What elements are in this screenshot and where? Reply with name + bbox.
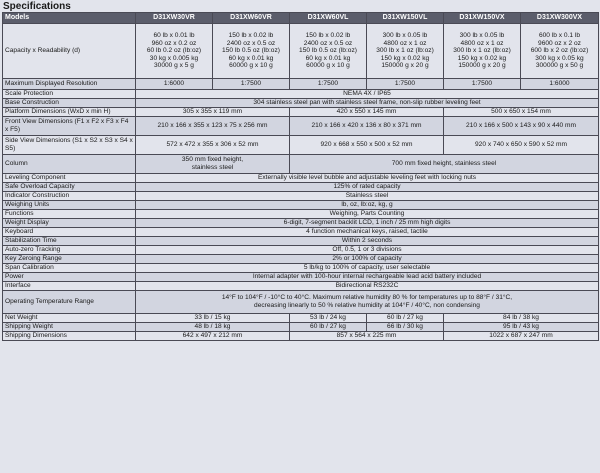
spec-value-line: Weighing, Parts Counting: [329, 209, 405, 217]
spec-value: [136, 90, 599, 99]
spec-value: [136, 281, 599, 290]
spec-value: [136, 263, 599, 272]
spec-label: Span Calibration: [3, 263, 136, 272]
spec-value: [444, 135, 599, 154]
spec-value: [290, 154, 599, 173]
model-header: D31XW150VL: [367, 13, 444, 24]
spec-value-line: 60 lb x 0.01 lb: [153, 32, 195, 40]
spec-value-line: 1:7500: [240, 80, 262, 88]
spec-value-line: 700 mm fixed height, stainless steel: [391, 159, 497, 167]
spec-value-line: 150 lb x 0.02 lb: [228, 32, 274, 40]
spec-value: [136, 227, 599, 236]
spec-label: Stabilization Time: [3, 236, 136, 245]
spec-value: [136, 272, 599, 281]
spec-row: [3, 116, 599, 135]
spec-row: [3, 135, 599, 154]
spec-value-line: 1:6000: [163, 80, 185, 88]
spec-value-line: Within 2 seconds: [341, 236, 393, 244]
spec-value: [136, 322, 290, 331]
specifications-table: [2, 12, 599, 341]
spec-value-line: 300 lb x 1 oz (lb:oz): [453, 47, 511, 55]
spec-label: Front View Dimensions (F1 x F2 x F3 x F4 x F5): [3, 116, 136, 135]
spec-value-line: 4800 oz x 1 oz: [383, 39, 427, 47]
spec-label: Operating Temperature Range: [3, 290, 136, 313]
spec-value-line: 300 lb x 0.05 lb: [459, 32, 505, 40]
spec-label: Maximum Displayed Resolution: [3, 79, 136, 90]
spec-value-line: Stainless steel: [345, 191, 389, 199]
spec-value-line: 60 kg x 0.01 kg: [305, 54, 351, 62]
spec-value-line: 1:7500: [317, 80, 339, 88]
spec-value-line: 150 lb 0.5 oz (lb:oz): [299, 47, 357, 55]
spec-label: Keyboard: [3, 227, 136, 236]
spec-value-line: 305 x 355 x 119 mm: [182, 107, 243, 115]
spec-value: [136, 98, 599, 107]
spec-row: [3, 227, 599, 236]
spec-value-line: 300 lb x 1 oz (lb:oz): [376, 47, 434, 55]
spec-value-line: 95 lb / 43 kg: [503, 322, 539, 330]
spec-value: [367, 24, 444, 79]
spec-label: Base Construction: [3, 98, 136, 107]
spec-value: [290, 107, 444, 116]
specifications-body: [3, 24, 599, 341]
spec-value-line: 125% of rated capacity: [333, 182, 401, 190]
spec-value-line: 4 function mechanical keys, raised, tactile: [306, 227, 428, 235]
model-header: D31XW150VX: [444, 13, 521, 24]
spec-value-line: 60000 g x 10 g: [229, 62, 273, 70]
spec-row: [3, 79, 599, 90]
spec-label: Functions: [3, 209, 136, 218]
spec-value-line: 300000 g x 50 g: [535, 62, 584, 70]
model-header: D31XW60VL: [290, 13, 367, 24]
spec-value-line: 5 lb/kg to 100% of capacity, user selectable: [303, 263, 431, 271]
spec-value: [136, 173, 599, 182]
spec-label: Auto-zero Tracking: [3, 245, 136, 254]
spec-value: [136, 191, 599, 200]
spec-value-line: 6-digit, 7-segment backlit LCD, 1 inch / 25 mm high digits: [283, 218, 451, 226]
spec-value: [367, 79, 444, 90]
spec-value-line: 600 lb x 2 oz (lb:oz): [530, 47, 589, 55]
spec-value-line: 150000 g x 20 g: [458, 62, 506, 70]
spec-row: [3, 263, 599, 272]
spec-value-line: 500 x 650 x 154 mm: [491, 107, 551, 115]
models-header: Models: [3, 13, 136, 24]
spec-row: [3, 154, 599, 173]
spec-value-line: 1:7500: [471, 80, 493, 88]
spec-label: Leveling Component: [3, 173, 136, 182]
spec-row: [3, 281, 599, 290]
spec-value-line: 48 lb / 18 kg: [194, 322, 231, 330]
spec-value: [136, 313, 290, 322]
spec-value-line: Internal adapter with 100-hour internal rechargeable lead acid battery included: [252, 272, 482, 280]
spec-value: [444, 24, 521, 79]
spec-value: [444, 322, 599, 331]
spec-value: [444, 313, 599, 322]
spec-value-line: 1:7500: [394, 80, 416, 88]
model-header: D31XW30VR: [136, 13, 213, 24]
spec-value: [136, 79, 213, 90]
spec-label: Net Weight: [3, 313, 136, 322]
spec-row: [3, 236, 599, 245]
spec-value-line: lb, oz, lb:oz, kg, g: [341, 200, 393, 208]
spec-label: Weighing Units: [3, 200, 136, 209]
spec-value: [444, 79, 521, 90]
spec-label: Power: [3, 272, 136, 281]
spec-value: [136, 107, 290, 116]
spec-value-line: 300 kg x 0.05 kg: [535, 54, 584, 62]
spec-value-line: 1:6000: [549, 80, 570, 88]
spec-value-line: Off, 0.5, 1 or 3 divisions: [332, 245, 402, 253]
page-title: Specifications: [3, 1, 71, 12]
spec-row: [3, 331, 599, 340]
spec-value-line: 642 x 497 x 212 mm: [182, 331, 243, 339]
model-header: D31XW60VR: [213, 13, 290, 24]
spec-value-line: 60 lb / 27 kg: [387, 313, 423, 321]
spec-value-line: 60000 g x 10 g: [306, 62, 350, 70]
spec-value: [136, 154, 290, 173]
spec-label: Side View Dimensions (S1 x S2 x S3 x S4 x S5): [3, 135, 136, 154]
spec-value-line: 60 lb / 27 kg: [310, 322, 346, 330]
spec-value-line: 350 mm fixed height,: [181, 156, 244, 163]
spec-value-line: 4800 oz x 1 oz: [460, 39, 504, 47]
spec-value-line: 600 lb x 0.1 lb: [538, 32, 581, 40]
spec-row: [3, 24, 599, 79]
spec-value-line: 920 x 668 x 550 x 500 x 52 mm: [320, 140, 413, 148]
spec-value-line: 304 stainless steel pan with stainless steel frame, non-slip rubber leveling feet: [253, 98, 481, 106]
spec-row: [3, 272, 599, 281]
spec-value-line: 9600 oz x 2 oz: [538, 39, 581, 47]
spec-row: [3, 98, 599, 107]
spec-value-line: 84 lb / 38 kg: [503, 313, 539, 321]
spec-row: [3, 191, 599, 200]
table-header-row: [3, 13, 599, 24]
spec-value: [136, 200, 599, 209]
spec-value: [136, 245, 599, 254]
spec-value: [367, 322, 444, 331]
spec-value-line: 420 x 550 x 145 mm: [336, 107, 397, 115]
spec-label: Indicator Construction: [3, 191, 136, 200]
spec-value: [444, 107, 599, 116]
spec-label: Safe Overload Capacity: [3, 182, 136, 191]
spec-label: Shipping Dimensions: [3, 331, 136, 340]
spec-value: [136, 236, 599, 245]
spec-value-line: 150 lb x 0.02 lb: [305, 32, 351, 40]
spec-value-line: 60 kg x 0.01 kg: [228, 54, 274, 62]
spec-value: [136, 331, 290, 340]
spec-row: [3, 90, 599, 99]
spec-label: Scale Protection: [3, 90, 136, 99]
spec-label: Column: [3, 154, 136, 173]
spec-value: [521, 24, 599, 79]
spec-value-line: 30000 g x 5 g: [154, 62, 194, 70]
spec-value-line: 857 x 564 x 225 mm: [336, 331, 397, 339]
spec-label: Weight Display: [3, 218, 136, 227]
spec-row: [3, 313, 599, 322]
spec-value: [136, 218, 599, 227]
spec-value-line: 210 x 166 x 420 x 136 x 80 x 371 mm: [311, 121, 422, 129]
spec-value-line: 150 lb 0.5 oz (lb:oz): [222, 47, 280, 55]
spec-value-line: 33 lb / 15 kg: [194, 313, 231, 321]
spec-value-line: decreasing linearly to 50 % relative humidity at 104°F / 40°C, non condensing: [254, 301, 480, 309]
spec-value-line: 150 kg x 0.02 kg: [380, 54, 430, 62]
spec-value: [290, 313, 367, 322]
spec-value-line: 150000 g x 20 g: [381, 62, 429, 70]
spec-value: [136, 209, 599, 218]
spec-value: [290, 116, 444, 135]
spec-value-line: NEMA 4X / IP65: [343, 90, 391, 97]
spec-value: [290, 24, 367, 79]
spec-value-line: 53 lb / 24 kg: [310, 313, 346, 321]
spec-value-line: 1022 x 687 x 247 mm: [489, 331, 553, 339]
spec-row: [3, 290, 599, 313]
spec-value: [290, 322, 367, 331]
spec-value-line: 2% or 100% of capacity: [332, 254, 402, 262]
spec-value-line: 920 x 740 x 650 x 590 x 52 mm: [474, 140, 567, 148]
spec-value-line: stainless steel: [191, 163, 234, 171]
spec-value-line: Bidirectional RS232C: [335, 281, 399, 289]
spec-value-line: 960 oz x 0.2 oz: [151, 39, 197, 47]
spec-row: [3, 218, 599, 227]
spec-value: [213, 24, 290, 79]
spec-value: [213, 79, 290, 90]
spec-row: [3, 182, 599, 191]
spec-value-line: 150 kg x 0.02 kg: [457, 54, 507, 62]
spec-value-line: 210 x 166 x 355 x 123 x 75 x 256 mm: [157, 121, 268, 129]
spec-value: [290, 79, 367, 90]
spec-row: [3, 107, 599, 116]
spec-label: Capacity x Readability (d): [3, 24, 136, 79]
spec-value-line: 300 lb x 0.05 lb: [382, 32, 428, 40]
spec-value: [290, 331, 444, 340]
spec-value-line: 572 x 472 x 355 x 306 x 52 mm: [166, 140, 259, 148]
spec-value: [367, 313, 444, 322]
spec-value: [444, 116, 599, 135]
spec-value-line: Externally visible level bubble and adjustable leveling feet with locking nuts: [257, 173, 477, 181]
spec-row: [3, 245, 599, 254]
spec-label: Key Zeroing Range: [3, 254, 136, 263]
spec-row: [3, 322, 599, 331]
spec-label: Platform Dimensions (WxD x min H): [3, 107, 136, 116]
spec-value-line: 2400 oz x 0.5 oz: [226, 39, 276, 47]
spec-value: [521, 79, 599, 90]
spec-value: [136, 182, 599, 191]
spec-value: [136, 135, 290, 154]
spec-value: [136, 290, 599, 313]
spec-row: [3, 209, 599, 218]
spec-value: [136, 116, 290, 135]
spec-value-line: 60 lb 0.2 oz (lb:oz): [146, 47, 202, 55]
spec-value-line: 210 x 166 x 500 x 143 x 90 x 440 mm: [466, 121, 576, 129]
model-header: D31XW300VX: [521, 13, 599, 24]
spec-value-line: 14°F to 104°F / -10°C to 40°C. Maximum relative humidity 80 % for temperatures up to 88°F / 31°C,: [221, 294, 513, 301]
spec-label: Interface: [3, 281, 136, 290]
spec-label: Shipping Weight: [3, 322, 136, 331]
spec-value: [136, 254, 599, 263]
spec-value: [444, 331, 599, 340]
spec-value-line: 2400 oz x 0.5 oz: [303, 39, 353, 47]
spec-value-line: 66 lb / 30 kg: [387, 322, 423, 330]
spec-value-line: 30 kg x 0.005 kg: [149, 54, 199, 62]
spec-row: [3, 254, 599, 263]
spec-row: [3, 173, 599, 182]
spec-value: [136, 24, 213, 79]
spec-row: [3, 200, 599, 209]
spec-value: [290, 135, 444, 154]
